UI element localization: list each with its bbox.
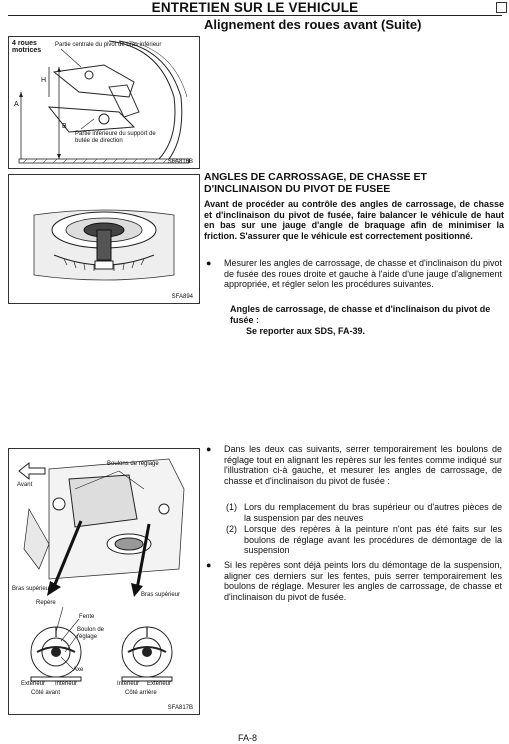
front-side-label: Côté avant [31, 690, 61, 696]
rear-side-label: Côté arrière [125, 690, 157, 696]
spec-title: Angles de carrossage, de chasse et d'inclinaison du pivot de fusée : [230, 304, 491, 325]
section-subtitle: Alignement des roues avant (Suite) [204, 17, 422, 32]
upper-arm-left-label: Bras supérieur [12, 586, 52, 592]
bullet1-paragraph: Mesurer les angles de carrossage, de chasse et d'inclinaison du pivot de fusée des roues droite et gauche à l'aide d'une jauge d'alignement appropriée, et régler selon les procédures suivantes. [224, 258, 502, 290]
item2-text: Lorsque des repères à la peinture n'ont pas été faits sur les boulons de réglage avant les procédures de démontage de la suspension [244, 524, 502, 556]
adjusting-bolts-label: Boulons de réglage [107, 461, 159, 467]
outer-right-label: Extérieur [147, 681, 172, 687]
axle-label: Axe [73, 667, 84, 673]
figure-code: SFA816B [167, 159, 193, 165]
dimension-h-label: H [41, 77, 47, 84]
figure-wheel-height [8, 36, 200, 169]
figure-code: SFA817B [167, 705, 193, 711]
page-number: FA-8 [238, 733, 258, 743]
mark-label: Repère [36, 600, 56, 606]
bullet-icon: ● [206, 560, 212, 570]
bullet2-paragraph: Dans les deux cas suivants, serrer temporairement les boulons de réglage tout en alignant les repères sur les fentes comme indiqué sur l'illustration ci-à gauche, et mesurer les angles de carrossage, de chasse et d'inclinaison du pivot de fusée : [224, 444, 502, 486]
figure-turning-gauge [8, 174, 200, 304]
slot-label: Fente [79, 614, 95, 620]
bolt-label: Boulon de réglage [77, 627, 105, 640]
bullet-icon: ● [206, 258, 212, 268]
section-title: ANGLES DE CARROSSAGE, DE CHASSE ET D'INCLINAISON DU PIVOT DE FUSEE [204, 171, 427, 195]
figure-adjusting-bolts [8, 448, 200, 715]
bullet3-paragraph: Si les repères sont déjà peints lors du démontage de la suspension, aligner ces derniers sur les fentes, puis serrer temporairement les boulons de réglage. Mesurer les angles de carrossage, de chasse et d'inclinaison du pivot de fusée. [224, 560, 502, 602]
inner-right-label: Intérieur [117, 681, 140, 687]
item1-number: (1) [226, 502, 237, 512]
turning-radius-gauge-drawing [9, 175, 199, 303]
intro-paragraph: Avant de procéder au contrôle des angles de carrossage, de chasse et d'inclinaison du pivot de fusée, faire balancer le véhicule de haut en bas sur une jauge d'angle de braquage afin de minimiser la friction. S'assurer que le véhicule est correctement positionné. [204, 199, 504, 241]
four-wd-label: 4 roues motrices [12, 40, 42, 54]
adjusting-bolts-drawing [9, 449, 199, 714]
outer-left-label: Extérieur [21, 681, 46, 687]
spec-reference: Se reporter aux SDS, FA-39. [246, 326, 366, 336]
corner-box-icon [496, 2, 507, 13]
item2-number: (2) [226, 524, 237, 534]
inner-left-label: Intérieur [55, 681, 78, 687]
suspension-height-drawing [9, 37, 199, 168]
bullet-icon: ● [206, 444, 212, 454]
dimension-b-label: B [62, 123, 67, 130]
item1-text: Lors du remplacement du bras supérieur ou d'autres pièces de la suspension par des neuves [244, 502, 502, 523]
upper-arm-right-label: Bras supérieur [141, 592, 181, 598]
page-header: ENTRETIEN SUR LE VEHICULE [8, 0, 502, 16]
avant-label: Avant [17, 482, 33, 488]
figure-code: SFA894 [171, 294, 193, 300]
dimension-a-label: A [14, 101, 19, 108]
upper-pivot-label: Partie centrale du pivot de bras inférieur [55, 42, 162, 48]
lower-support-label: Partie inférieure du support de butée de direction [75, 131, 156, 144]
